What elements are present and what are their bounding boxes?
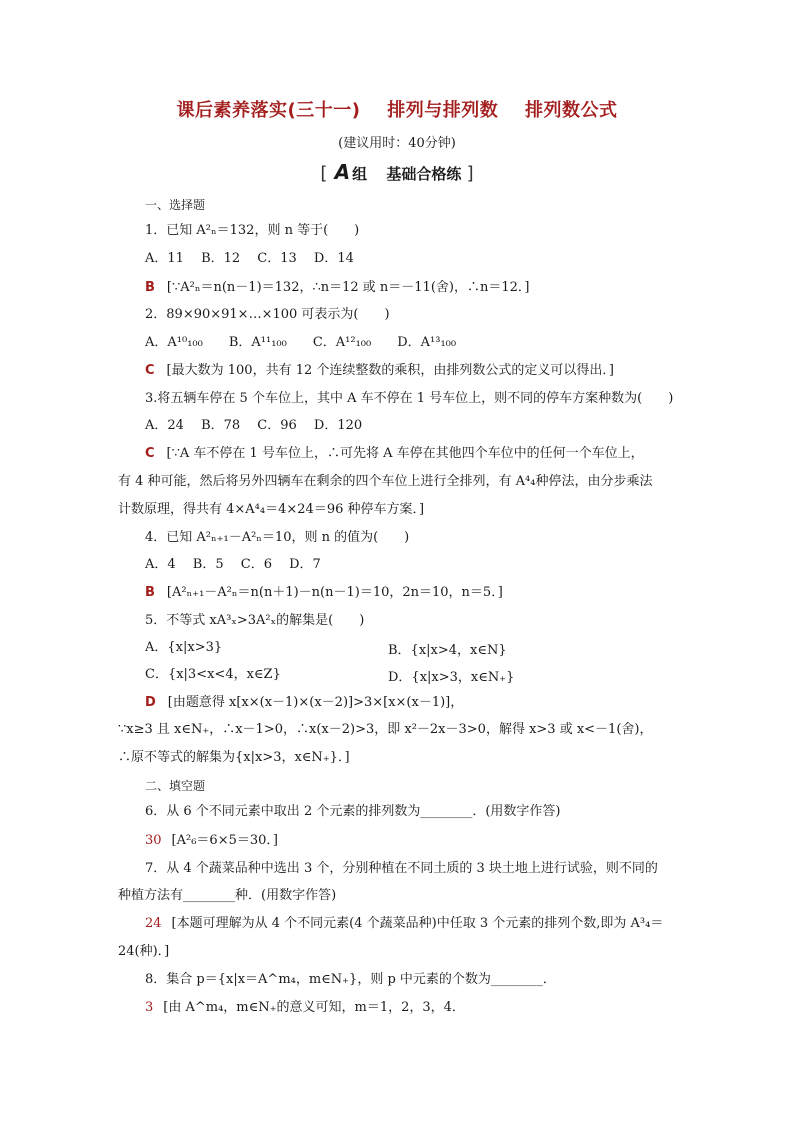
time-hint: (建议用时：40分钟): [338, 136, 456, 151]
group-label: 组: [352, 165, 368, 183]
answer-5-line-3: ∴原不等式的解集为{x|x>3，x∈N₊}．]: [118, 750, 350, 765]
question-5-option-d: D．{x|x>3，x∈N₊}: [388, 670, 515, 685]
question-8: 8．集合 p＝{x|x＝A^m₄，m∈N₊}，则 p 中元素的个数为________．: [145, 972, 556, 987]
question-5-option-c: C．{x|3<x<4，x∈Z}: [145, 667, 281, 682]
question-4-options: A．4 B．5 C．6 D．7: [145, 557, 321, 572]
section-heading-2: 二、填空题: [145, 779, 206, 793]
answer-1: [145, 279, 529, 297]
title-part-2: 排列与排列数: [387, 100, 499, 121]
answer-2: [145, 362, 614, 380]
question-5: 5．不等式 xA³ₓ>3A²ₓ的解集是( ): [145, 613, 365, 628]
answer-text: [由题意得 x[x×(x－1)×(x－2)]>3×[x×(x－1)]，: [167, 695, 464, 710]
bracket-right: ]: [466, 163, 474, 184]
question-5-option-a: A．{x|x>3}: [145, 640, 223, 655]
answer-text: [本题可理解为从 4 个不同元素(4 个蔬菜品种)中任取 3 个元素的排列个数,即为 A³₄＝: [171, 916, 664, 931]
answer-key: 30: [145, 833, 162, 848]
question-2: 2．89×90×91×…×100 可表示为( ): [145, 307, 390, 322]
answer-text: [A²₆＝6×5＝30．]: [171, 833, 278, 848]
answer-key: 24: [145, 916, 162, 931]
answer-text: [∵A²ₙ＝n(n－1)＝132，∴n＝12 或 n＝－11(舍)，∴n＝12．]: [166, 280, 530, 295]
answer-7: [145, 915, 663, 933]
answer-text: [∵A 车不停在 1 号车位上，∴可先将 A 车停在其他四个车位中的任何一个车位上，: [166, 446, 644, 461]
answer-3-line-3: 计数原理，得共有 4×A⁴₄＝4×24＝96 种停车方案．]: [118, 502, 425, 517]
question-3: 3.将五辆车停在 5 个车位上，其中 A 车不停在 1 号车位上，则不同的停车方案种数为( ): [145, 391, 674, 406]
answer-3-line-2: 有 4 种可能，然后将另外四辆车在剩余的四个车位上进行全排列，有 A⁴₄种停法，由分步乘法: [118, 474, 653, 489]
group-name: 基础合格练: [386, 165, 462, 183]
question-4: 4．已知 A²ₙ₊₁－A²ₙ＝10，则 n 的值为( ): [145, 530, 410, 545]
answer-3: [145, 445, 644, 463]
question-7: 7．从 4 个蔬菜品种中选出 3 个，分别种植在不同土质的 3 块土地上进行试验，则不同的: [145, 861, 658, 876]
question-5-option-b: B．{x|x>4，x∈N}: [388, 643, 507, 658]
question-6: 6．从 6 个不同元素中取出 2 个元素的排列数为________．(用数字作答): [145, 804, 561, 819]
title-part-3: 排列数公式: [525, 100, 618, 121]
answer-key: B: [145, 585, 155, 600]
question-1: 1．已知 A²ₙ＝132，则 n 等于( ): [145, 223, 360, 238]
answer-key: D: [145, 695, 156, 710]
group-letter: A: [334, 160, 351, 184]
answer-4: [145, 584, 503, 602]
answer-key: C: [145, 446, 155, 461]
bracket-left: [: [320, 163, 328, 184]
question-2-options: A．A¹⁰₁₀₀ B．A¹¹₁₀₀ C．A¹²₁₀₀ D．A¹³₁₀₀: [145, 335, 457, 350]
answer-key: B: [145, 280, 155, 295]
title-part-1: 课后素养落实(三十一): [176, 100, 361, 121]
question-7-line-2: 种植方法有________种．(用数字作答): [118, 888, 337, 903]
answer-text: [最大数为 100，共有 12 个连续整数的乘积，由排列数公式的定义可以得出．]: [166, 363, 614, 378]
answer-8: [145, 999, 465, 1017]
question-1-options: A．11 B．12 C．13 D．14: [145, 251, 354, 266]
answer-6: [145, 832, 278, 850]
answer-key: 3: [145, 1000, 154, 1015]
answer-text: [由 A^m₄，m∈N₊的意义可知，m＝1，2，3，4．: [163, 1000, 465, 1015]
page-title: [0, 96, 794, 122]
answer-5-line-2: ∵x≥3 且 x∈N₊，∴x－1>0，∴x(x－2)>3，即 x²－2x－3>0，解得 x>3 或 x<－1(舍)，: [118, 722, 653, 737]
answer-5: [145, 694, 463, 712]
section-heading-1: 一、选择题: [145, 198, 206, 212]
question-3-options: A．24 B．78 C．96 D．120: [145, 418, 363, 433]
group-heading: [0, 160, 794, 184]
answer-key: C: [145, 363, 155, 378]
answer-text: [A²ₙ₊₁－A²ₙ＝n(n＋1)－n(n－1)＝10，2n＝10，n＝5．]: [166, 585, 503, 600]
answer-7-line-2: 24(种)．]: [118, 944, 170, 959]
